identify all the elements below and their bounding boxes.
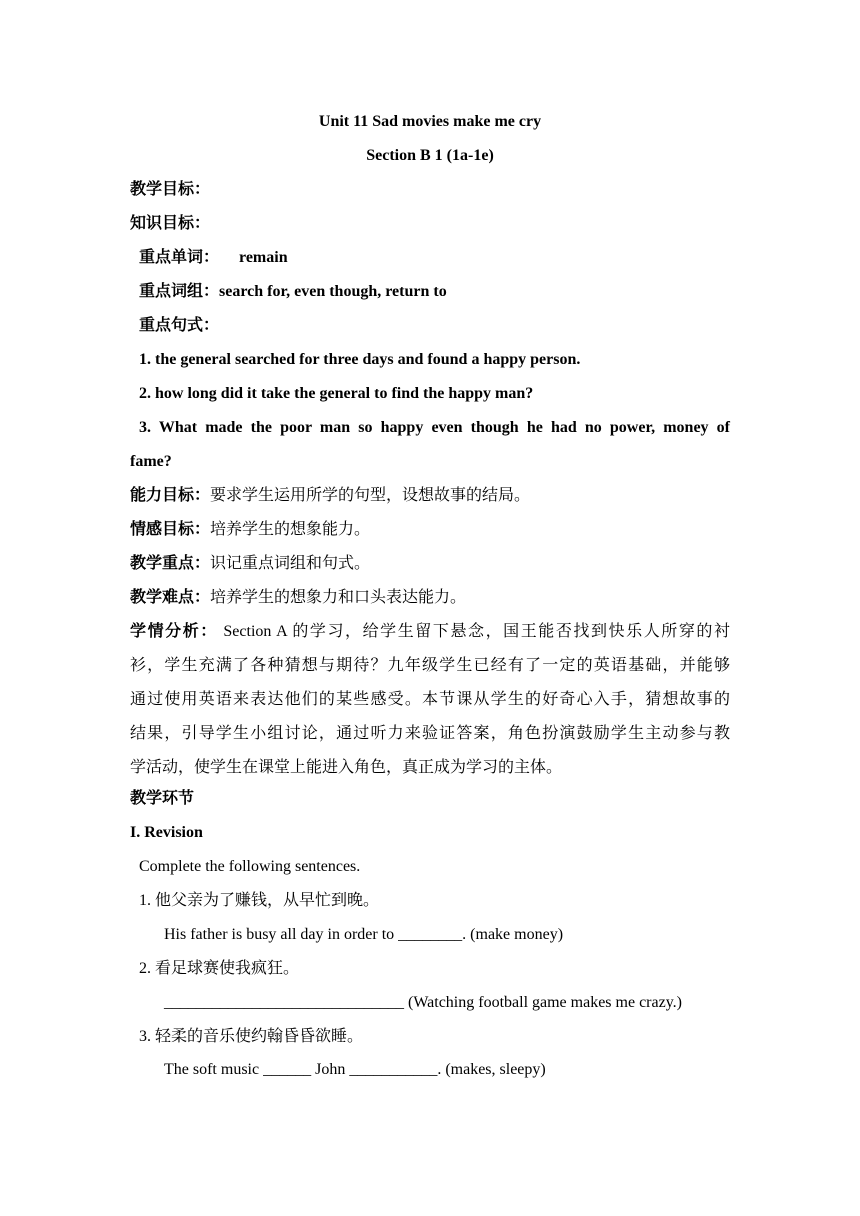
- ability-value: 要求学生运用所学的句型，设想故事的结局。: [210, 487, 531, 504]
- exercise-1-chinese: 1. 他父亲为了赚钱，从早忙到晚。: [139, 892, 380, 909]
- document-subtitle: Section B 1 (1a-1e): [366, 147, 494, 164]
- key-words-line: [139, 247, 730, 269]
- emotion-objective: [130, 519, 730, 541]
- difficulty-value: 培养学生的想象力和口头表达能力。: [210, 589, 467, 606]
- key-phrases-line: [139, 281, 730, 303]
- key-words-label: 重点单词：: [139, 249, 220, 266]
- key-sentence-3-line2: fame?: [130, 453, 172, 470]
- teaching-steps-heading: 教学环节: [130, 790, 195, 807]
- teaching-focus: [130, 553, 730, 575]
- exercise-2-chinese: 2. 看足球赛使我疯狂。: [139, 960, 300, 977]
- objectives-heading: 教学目标：: [130, 181, 211, 198]
- analysis-line-2: 衫，学生充满了各种猜想与期待？九年级学生已经有了一定的英语基础，并能够: [130, 657, 730, 674]
- emotion-label: 情感目标：: [130, 521, 211, 538]
- ability-objective: [130, 485, 730, 507]
- analysis-line-3: 通过使用英语来表达他们的某些感受。本节课从学生的好奇心入手，猜想故事的: [130, 691, 730, 708]
- exercise-3-chinese: 3. 轻柔的音乐使约翰昏昏欲睡。: [139, 1028, 364, 1045]
- analysis-line-5: 学活动，使学生在课堂上能进入角色，真正成为学习的主体。: [130, 759, 563, 776]
- revision-heading: I. Revision: [130, 824, 203, 841]
- key-sentence-1: 1. the general searched for three days and found a happy person.: [139, 351, 581, 368]
- key-phrases-value: search for, even though, return to: [219, 283, 447, 300]
- key-phrases-label: 重点词组：: [139, 283, 220, 300]
- key-words-value: remain: [239, 249, 288, 266]
- key-sentences-label: 重点句式：: [139, 317, 220, 334]
- key-sentence-3-line1: 3. What made the poor man so happy even though he had no power, money of: [139, 419, 730, 436]
- emotion-value: 培养学生的想象能力。: [210, 521, 371, 538]
- key-sentence-2: 2. how long did it take the general to find the happy man?: [139, 385, 534, 402]
- exercise-3-english: The soft music ______ John ___________. (makes, sleepy): [164, 1061, 546, 1078]
- ability-label: 能力目标：: [130, 487, 211, 504]
- analysis-line-1: [130, 621, 730, 643]
- analysis-label: 学情分析：: [130, 623, 218, 640]
- exercise-2-english: ______________________________ (Watching football game makes me crazy.): [164, 994, 682, 1011]
- knowledge-heading: 知识目标：: [130, 215, 211, 232]
- focus-label: 教学重点：: [130, 555, 211, 572]
- focus-value: 识记重点词组和句式。: [210, 555, 371, 572]
- teaching-difficulty: [130, 587, 730, 609]
- exercise-1-english: His father is busy all day in order to ________. (make money): [164, 926, 564, 943]
- analysis-line-4: 结果，引导学生小组讨论，通过听力来验证答案，角色扮演鼓励学生主动参与教: [130, 725, 730, 742]
- difficulty-label: 教学难点：: [130, 589, 211, 606]
- analysis-text-1: Section A 的学习，给学生留下悬念，国王能否找到快乐人所穿的衬: [217, 623, 730, 640]
- instruction-text: Complete the following sentences.: [139, 858, 361, 875]
- document-title: Unit 11 Sad movies make me cry: [318, 113, 542, 130]
